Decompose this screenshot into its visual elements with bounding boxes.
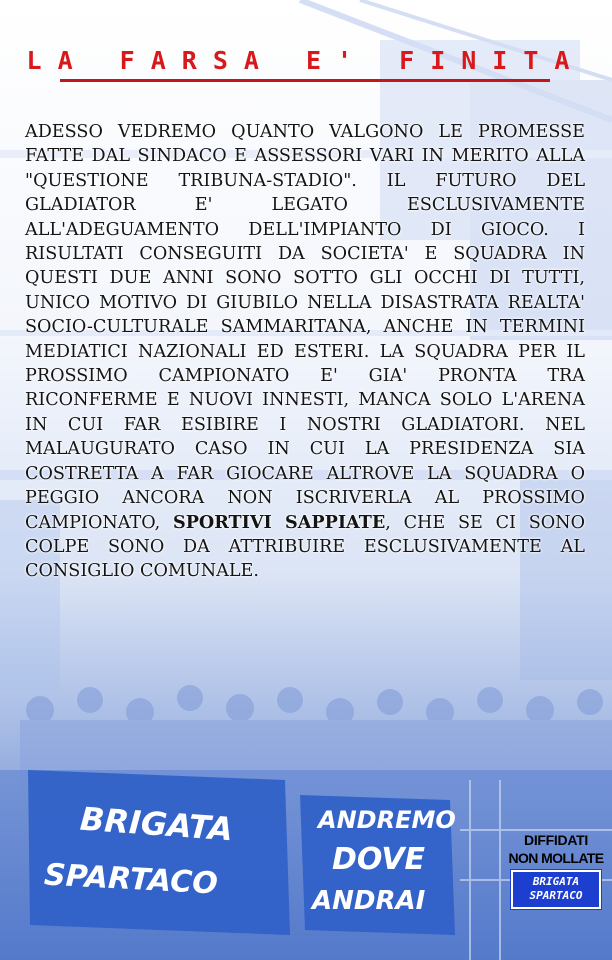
logo-badge-line2: SPARTACO [529, 889, 583, 902]
page-title: LA FARSA E' FINITA [26, 46, 586, 75]
banner-right-line2: DOVE [332, 842, 426, 877]
title-underline [60, 79, 550, 82]
banner-right-line3: ANDRAI [312, 886, 426, 916]
banner-right-line1: ANDREMO [318, 806, 456, 834]
logo-line1: DIFFIDATI [524, 832, 588, 848]
announcement-text-end: , CHE SE CI SONO COLPE SONO DA ATTRIBUIRE ESCLUSIVAMENTE AL CONSIGLIO COMUNALE. [25, 512, 585, 582]
announcement-text [25, 120, 585, 584]
banner-brigata-spartaco [28, 770, 290, 935]
announcement-text-start: ADESSO VEDREMO QUANTO VALGONO LE PROMESSE FATTE DAL SINDACO E ASSESSORI VARI IN MERITO ALLA "QUESTIONE TRIBUNA-STADIO". IL FUTURO DEL GLADIATOR E' LEGATO ESCLUSIVAMENTE ALL'ADEGUAMENTO DELL'IMPIANTO DI GIOCO. I RISULTATI CONSEGUITI DA SOCIETA' E SQUADRA IN QUESTI DUE ANNI SONO SOTTO GLI OCCHI DI TUTTI, UNICO MOTIVO DI GIUBILO NELLA DISASTRATA REALTA' SOCIO-CULTURALE SAMMARITANA, ANCHE IN TERMINI MEDIATICI NAZIONALI ED ESTERI. LA SQUADRA PER IL PROSSIMO CAMPIONATO E' GIA' PRONTA TRA RICONFERME E NUOVI INNESTI, MANCA SOLO L'ARENA IN CUI FAR ESIBIRE I NOSTRI GLADIATORI. NEL MALAUGURATO CASO IN CUI LA PRESIDENZA SIA COSTRETTA A FAR GIOCARE ALTROVE LA SQUADRA O PEGGIO ANCORA NON ISCRIVERLA AL PROSSIMO CAMPIONATO, [25, 122, 585, 533]
logo-badge-line1: BRIGATA [532, 875, 580, 888]
banner-left-line1: BRIGATA [78, 799, 235, 849]
logo-badge [511, 870, 601, 909]
banner-left-line2: SPARTACO [43, 857, 219, 902]
announcement-emphasis: SPORTIVI SAPPIATE [172, 511, 386, 533]
logo-line2: NON MOLLATE [508, 850, 604, 866]
brigata-spartaco-logo [505, 832, 607, 909]
